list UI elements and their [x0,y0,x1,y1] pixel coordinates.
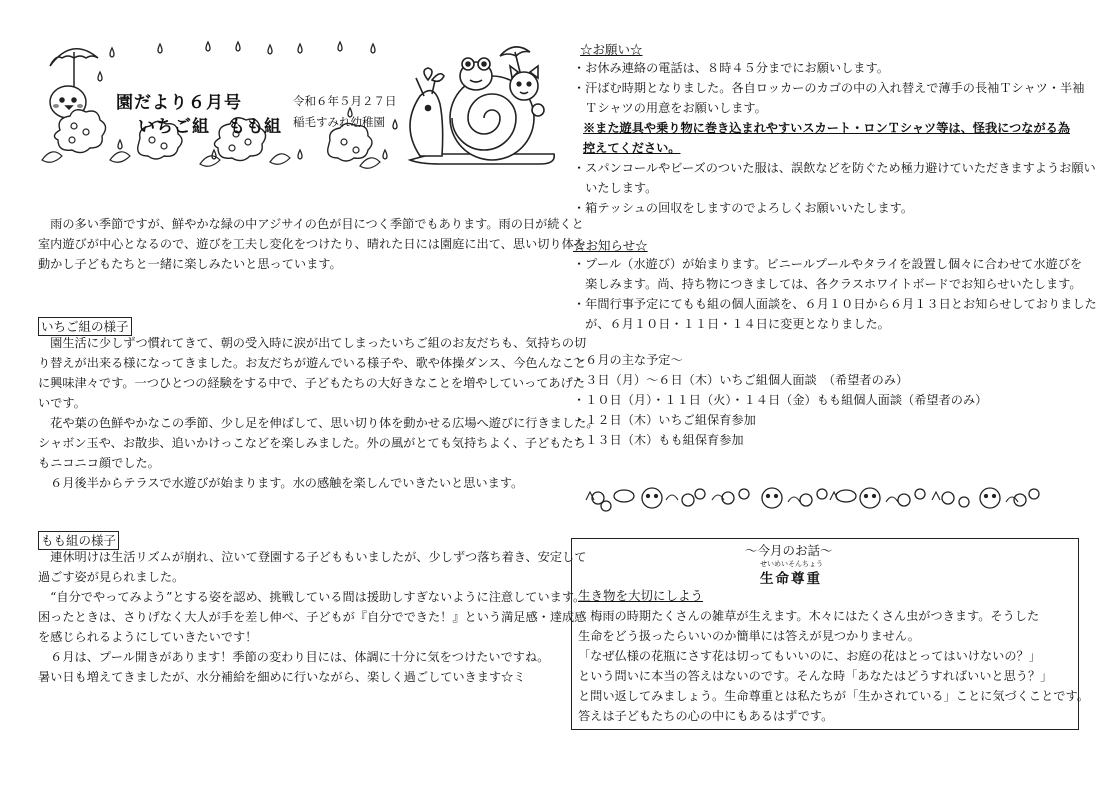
request-item: いたします。 [573,181,658,195]
request-item: ・箱テッシュの回収をしますのでよろしくお願いいたします。 [573,201,914,215]
ichigo-line: いです。 [38,396,86,410]
intro-line: 雨の多い季節ですが、鮮やかな緑の中アジサイの色が目につく季節でもあります。雨の日が続くと [38,217,584,231]
story-title-ruby: せいめいそんちょう [760,560,823,568]
ichigo-line: に興味津々です。一つひとつの経験をする中で、子どもたちの大好きなことを増やしていってあげた [38,376,585,390]
story-line: 梅雨の時期たくさんの雑草が生えます。木々にはたくさん虫がつきます。そうした [578,609,1040,623]
request-warning [573,118,1096,158]
momo-line: 暑い日も増えてきましたが、水分補給を細めに行いながら、楽しく過ごしていきます☆ミ [38,670,526,684]
newsletter-title: 園だより６月号 [116,93,242,113]
schedule-item: ・１３日（木）もも組保育参加 [573,433,744,447]
warning-line: ※また遊具や乗り物に巻き込まれやすいスカート・ロンＴシャツ等は、怪我につながる為 [583,121,1071,135]
flower-border-decoration [0,0,1,1]
notice-line: 楽しみます。尚、持ち物につきましては、各クラスホワイトボードでお知らせいたします。 [573,277,1082,291]
request-item: ・お休み連絡の電話は、８時４５分までにお願いします。 [573,61,889,75]
schedule-heading: ～６月の主な予定～ [573,353,683,367]
request-item: Ｔシャツの用意をお願いします。 [573,101,767,115]
notice-line: ・プール（水遊び）が始まります。ビニールプールやタライを設置し個々に合わせて水遊びを [573,257,1083,271]
momo-line: を感じられるようにしていきたいです！ [38,630,258,644]
schedule-item: ・１０日（月）・１１日（火）・１４日（金）もも組個人面談（希望者のみ） [573,393,988,407]
request-item: ・汗ばむ時期となりました。各自ロッカーのカゴの中の入れ替えで薄手の長袖Ｔシャツ・半袖 [573,81,1085,95]
momo-line: 困ったときは、さりげなく大人が手を差し伸べ、子どもが『自分でできた！』という満足感・達成感 [38,610,587,624]
ichigo-line: もニコニコ顔でした。 [38,456,160,470]
request-item: ・スパンコールやビーズのついた服は、誤飲などを防ぐため極力避けていただきますようお願い [573,161,1096,175]
requests-heading: ☆お願い☆ [580,42,643,57]
ichigo-section-heading: いちご組の様子 [38,317,132,336]
momo-section-body [38,547,586,687]
momo-line: ６月は、プール開きがあります！季節の変わり目には、体調に十分に気をつけたいですね。 [38,650,550,664]
story-line: と問い返してみましょう。生命尊重とは私たちが「生かされている」ことに気づくことです。 [578,689,1089,703]
story-line: 「なぜ仏様の花瓶にさす花は切ってもいいのに、お庭の花はとってはいけないの？」 [578,649,1041,663]
story-subheading: 生き物を大切にしよう [578,588,704,603]
intro-line: 動かし子どもたちと一緒に楽しみたいと思っています。 [38,257,342,271]
story-line: 答えは子どもたちの心の中にもあるはずです。 [578,709,834,723]
warning-line: 控えてください。 [583,141,681,155]
ichigo-line: 園生活に少しずつ慣れてきて、朝の受入時に涙が出てしまったいちご組のお友だちも、気持ちの切 [38,336,587,350]
requests-body [573,58,1096,218]
momo-line: 連休明けは生活リズムが崩れ、泣いて登園する子どももいましたが、少しずつ落ち着き、安定して [38,550,587,564]
ichigo-line: 花や葉の色鮮やかなこの季節、少し足を伸ばして、思い切り体を動かせる広場へ遊びに行きました。 [38,416,599,430]
momo-line: “自分でやってみよう”とする姿を認め、挑戦している間は援助しすぎないように注意しています。 [38,590,586,604]
intro-paragraph [38,214,586,274]
notices-body [573,254,1097,334]
story-heading: ～今月のお話～ [745,543,833,558]
story-body [578,606,1089,726]
intro-line: 室内遊びが中心となるので、遊びを工夫し変化をつけたり、晴れた日には園庭に出て、思い切り体を [38,237,586,251]
story-line: 生命をどう扱ったらいいのか簡単には答えが見つかりません。 [578,629,920,643]
notice-line: ・年間行事予定にてもも組の個人面談を、６月１０日から６月１３日とお知らせしておりました [573,297,1097,311]
schedule-item: ・１２日（木）いちご組保育参加 [573,413,756,427]
ichigo-line: ６月後半からテラスで水遊びが始まります。水の感触を楽しんでいきたいと思います。 [38,476,524,490]
notices-heading: ☆お知らせ☆ [573,238,648,253]
story-title: 生命尊重 [760,571,822,587]
momo-section-heading: もも組の様子 [38,531,119,550]
ichigo-line: り替えが出来る様になってきました。お友だちが遊んでいる様子や、歌や体操ダンス、今色んなこと [38,356,587,370]
story-line: という問いに本当の答えはないのです。そんな時「あなたはどうすればいいと思う？」 [578,669,1053,683]
class-names: いちご組 もも組 [138,117,282,137]
issue-date: 令和６年５月２７日 [293,94,397,108]
ichigo-section-body [38,333,598,493]
school-name: 稲毛すみれ幼稚園 [293,115,385,129]
notice-line: が、６月１０日・１１日・１４日に変更となりました。 [573,317,890,331]
schedule-list [573,370,987,450]
ichigo-line: シャボン玉や、お散歩、追いかけっこなどを楽しみました。外の風がとても気持ちよく、子どもたち [38,436,586,450]
schedule-item: ・３日（月）～６日（木）いちご組個人面談 （希望者のみ） [573,373,909,387]
momo-line: 過ごす姿が見られました。 [38,570,185,584]
